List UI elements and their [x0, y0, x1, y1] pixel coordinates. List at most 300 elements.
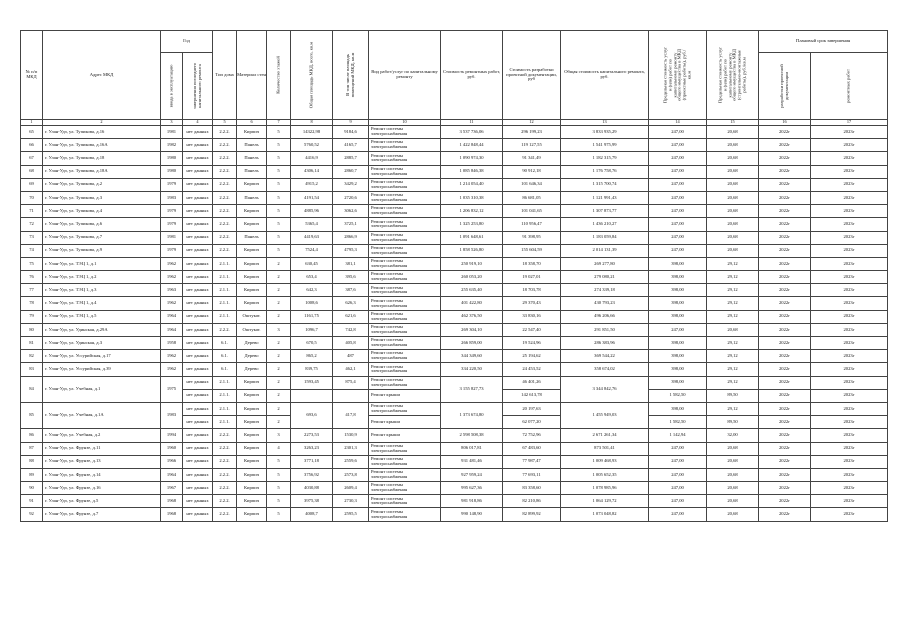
row-year-built: 1980	[161, 165, 183, 178]
row-no: 77	[21, 284, 43, 297]
header-year-group: Год	[161, 31, 213, 53]
row-floors: 2	[267, 389, 291, 402]
row-limit-cost-works: 89,50	[707, 416, 759, 429]
row-deadline-work: 2023г	[811, 205, 888, 218]
row-total-cost: 873 501,41	[561, 442, 649, 455]
row-deadline-design: 2022г	[759, 165, 811, 178]
row-no: 67	[21, 152, 43, 165]
row-limit-cost-design: 247,00	[649, 455, 707, 468]
row-resident-area: 405,8	[333, 337, 369, 350]
row-resident-area: 2573,8	[333, 468, 369, 481]
row-design-cost: 29 370,43	[503, 297, 561, 310]
row-house-type: 2.1.1.	[213, 416, 237, 429]
row-design-cost: 18 703,78	[503, 284, 561, 297]
row-total-cost: 430 793,23	[561, 297, 649, 310]
row-house-type: 2.2.2.	[213, 442, 237, 455]
row-wall-material: Панель	[237, 191, 267, 204]
row-house-type: 2.2.2.	[213, 152, 237, 165]
row-repair-cost: 927 959,24	[441, 468, 503, 481]
row-total-cost: 358 674,02	[561, 363, 649, 376]
row-year-built: 1982	[161, 139, 183, 152]
header-total-cost: Общая стоимость капитального ремонта, руб.	[561, 31, 649, 120]
row-no: 92	[21, 508, 43, 521]
row-work-type: Ремонт системы электроснабжения	[369, 178, 441, 191]
row-floors: 2	[267, 416, 291, 429]
row-year-built: 1964	[161, 468, 183, 481]
row-design-cost: 142 613,78	[503, 389, 561, 402]
row-wall-material: Дерево	[237, 337, 267, 350]
row-total-area	[291, 389, 333, 402]
row-total-area: 3263,23	[291, 442, 333, 455]
row-resident-area: 875,4	[333, 376, 369, 389]
row-work-type: Ремонт системы электроснабжения	[369, 205, 441, 218]
row-total-cost: 1 121 991,43	[561, 191, 649, 204]
row-total-area: 653,4	[291, 271, 333, 284]
row-no: 87	[21, 442, 43, 455]
row-limit-cost-design: 247,00	[649, 139, 707, 152]
row-address: г. Улан-Удэ, ул. Удинская, д.3	[43, 337, 161, 350]
row-house-type: 2.2.2.	[213, 323, 237, 336]
row-design-cost: 82 210,86	[503, 495, 561, 508]
row-resident-area: 387,6	[333, 284, 369, 297]
row-wall-material: Кирпич	[237, 402, 267, 415]
row-address: г. Улан-Удэ, ул. Учебная, д.1	[43, 376, 161, 402]
row-limit-cost-works: 20,68	[707, 482, 759, 495]
row-deadline-work: 2023г	[811, 218, 888, 231]
row-total-cost: 1 005 652,35	[561, 468, 649, 481]
row-work-type: Ремонт системы электроснабжения	[369, 350, 441, 363]
table-row	[21, 495, 888, 508]
row-repair-cost: 344 349,60	[441, 350, 503, 363]
row-no: 65	[21, 126, 43, 139]
row-house-type: 2.1.1.	[213, 389, 237, 402]
header-address: Адрес МКД	[43, 31, 161, 120]
row-wall-material: Кирпич	[237, 482, 267, 495]
row-limit-cost-design: 247,00	[649, 508, 707, 521]
table-row	[21, 218, 888, 231]
row-limit-cost-design: 247,00	[649, 323, 707, 336]
row-resident-area: 9184,6	[333, 126, 369, 139]
row-deadline-design: 2022г	[759, 257, 811, 270]
row-wall-material: Кирпич	[237, 508, 267, 521]
row-no: 85	[21, 402, 43, 428]
row-limit-cost-design: 398,00	[649, 284, 707, 297]
row-house-type: 2.2.2.	[213, 429, 237, 442]
row-address: г. Улан-Удэ, ул. Тупикова, д.4	[43, 205, 161, 218]
row-year-built: 1980	[161, 152, 183, 165]
row-floors: 3	[267, 323, 291, 336]
row-limit-cost-design: 247,00	[649, 218, 707, 231]
row-total-cost: 1 073 048,82	[561, 508, 649, 521]
row-total-area: 2273,53	[291, 429, 333, 442]
header-limit-cost-design: Предельная стоимость услуг и (или) работ по капитальному ремонту общего имущества в МКД (проектные работы), руб./кв.м	[649, 31, 707, 120]
row-deadline-design: 2022г	[759, 126, 811, 139]
column-number: 6	[237, 120, 267, 126]
row-deadline-design: 2022г	[759, 402, 811, 415]
row-work-type: Ремонт системы электроснабжения	[369, 402, 441, 415]
row-year-built: 1962	[161, 350, 183, 363]
row-limit-cost-works: 20,68	[707, 165, 759, 178]
row-house-type: 2.1.1.	[213, 310, 237, 323]
row-limit-cost-works: 20,68	[707, 468, 759, 481]
row-repair-cost: 2 598 508,38	[441, 429, 503, 442]
row-floors: 2	[267, 284, 291, 297]
row-year-built: 1994	[161, 429, 183, 442]
row-limit-cost-works: 20,68	[707, 508, 759, 521]
table-body-part-1	[21, 126, 888, 377]
row-house-type: 2.1.1.	[213, 271, 237, 284]
row-work-type: Ремонт системы электроснабжения	[369, 297, 441, 310]
row-deadline-design: 2022г	[759, 350, 811, 363]
row-year-built: 1981	[161, 231, 183, 244]
row-design-cost: 119 127,55	[503, 139, 561, 152]
row-address: г. Улан-Удэ, ул. Учебная, д.1А	[43, 402, 161, 428]
row-floors: 2	[267, 310, 291, 323]
row-total-area: 1161,75	[291, 310, 333, 323]
table-row	[21, 468, 888, 481]
row-address: г. Улан-Удэ, ул. Тупикова, д.6	[43, 218, 161, 231]
row-design-cost: 67 483,60	[503, 442, 561, 455]
row-limit-cost-design: 398,00	[649, 402, 707, 415]
row-year-built: 1958	[161, 337, 183, 350]
row-repair-cost: 260 053,20	[441, 271, 503, 284]
row-no: 68	[21, 165, 43, 178]
row-floors: 5	[267, 139, 291, 152]
row-work-type: Ремонт системы электроснабжения	[369, 337, 441, 350]
row-limit-cost-design: 1 582,50	[649, 416, 707, 429]
row-house-type: 2.2.2.	[213, 244, 237, 257]
row-year-repaired: нет данных	[183, 257, 213, 270]
row-total-cost: 496 206,66	[561, 310, 649, 323]
column-number: 14	[649, 120, 707, 126]
row-floors: 3	[267, 429, 291, 442]
row-total-cost: 274 339,18	[561, 284, 649, 297]
table-body-part-2	[21, 429, 888, 521]
header-work-type: Вид работ/услуг по капитальному ремонту	[369, 31, 441, 120]
row-work-type: Ремонт системы электроснабжения	[369, 191, 441, 204]
row-total-area: 3756,92	[291, 468, 333, 481]
column-number: 7	[267, 120, 291, 126]
row-limit-cost-design: 247,00	[649, 126, 707, 139]
row-house-type: 2.2.2.	[213, 126, 237, 139]
row-wall-material: Оштукат.	[237, 323, 267, 336]
row-year-repaired: нет данных	[183, 152, 213, 165]
table-row	[21, 376, 888, 389]
header-deadline-work: ремонтных работ	[811, 53, 888, 120]
row-limit-cost-works: 29,12	[707, 271, 759, 284]
row-repair-cost: 931 481,46	[441, 455, 503, 468]
row-limit-cost-works: 20,68	[707, 323, 759, 336]
row-no: 69	[21, 178, 43, 191]
table-row	[21, 455, 888, 468]
row-deadline-design: 2022г	[759, 337, 811, 350]
column-number: 11	[441, 120, 503, 126]
row-repair-cost: 1 422 848,44	[441, 139, 503, 152]
row-limit-cost-design: 1 142,94	[649, 429, 707, 442]
row-year-built: 1964	[161, 323, 183, 336]
row-year-built: 1962	[161, 363, 183, 376]
row-total-area: 3975,38	[291, 495, 333, 508]
column-number: 5	[213, 120, 237, 126]
row-wall-material: Кирпич	[237, 389, 267, 402]
row-floors: 5	[267, 165, 291, 178]
row-no: 88	[21, 455, 43, 468]
row-year-repaired: нет данных	[183, 416, 213, 429]
row-limit-cost-design: 247,00	[649, 244, 707, 257]
row-deadline-design: 2022г	[759, 152, 811, 165]
row-deadline-work: 2023г	[811, 429, 888, 442]
row-repair-cost: 1 091 648,61	[441, 231, 503, 244]
row-deadline-work: 2023г	[811, 482, 888, 495]
row-limit-cost-works: 20,68	[707, 218, 759, 231]
row-deadline-design: 2022г	[759, 508, 811, 521]
table-body-merged	[21, 376, 888, 429]
row-year-repaired: нет данных	[183, 323, 213, 336]
row-deadline-design: 2022г	[759, 363, 811, 376]
row-work-type: Ремонт системы электроснабжения	[369, 126, 441, 139]
row-wall-material: Кирпич	[237, 244, 267, 257]
row-deadline-design: 2022г	[759, 495, 811, 508]
row-limit-cost-works: 29,12	[707, 402, 759, 415]
row-work-type: Ремонт системы электроснабжения	[369, 495, 441, 508]
row-no: 78	[21, 297, 43, 310]
row-floors: 5	[267, 191, 291, 204]
row-work-type: Ремонт системы электроснабжения	[369, 257, 441, 270]
row-resident-area: 2885,7	[333, 152, 369, 165]
row-no: 79	[21, 310, 43, 323]
row-work-type: Ремонт крыши	[369, 416, 441, 429]
row-total-cost: 286 383,96	[561, 337, 649, 350]
row-design-cost: 25 194,62	[503, 350, 561, 363]
row-resident-area: 2860,7	[333, 165, 369, 178]
row-deadline-design: 2022г	[759, 205, 811, 218]
row-wall-material: Кирпич	[237, 376, 267, 389]
header-total-area: Общая площадь МКД, всего, кв.м	[291, 31, 333, 120]
row-resident-area	[333, 389, 369, 402]
row-floors: 5	[267, 495, 291, 508]
table-row	[21, 284, 888, 297]
row-year-repaired: нет данных	[183, 389, 213, 402]
row-address: г. Улан-Удэ, ул. Тупикова, д.9	[43, 244, 161, 257]
row-deadline-work: 2023г	[811, 337, 888, 350]
row-deadline-design: 2022г	[759, 231, 811, 244]
row-limit-cost-design: 247,00	[649, 442, 707, 455]
row-year-repaired: нет данных	[183, 455, 213, 468]
table-row	[21, 139, 888, 152]
table-row	[21, 337, 888, 350]
row-house-type: 6.1.	[213, 363, 237, 376]
table-row	[21, 244, 888, 257]
row-total-cost: 1 307 873,77	[561, 205, 649, 218]
row-deadline-design: 2022г	[759, 323, 811, 336]
row-wall-material: Дерево	[237, 363, 267, 376]
table-row	[21, 165, 888, 178]
row-house-type: 2.2.2.	[213, 205, 237, 218]
row-work-type: Ремонт системы электроснабжения	[369, 152, 441, 165]
row-no: 75	[21, 257, 43, 270]
row-work-type: Ремонт системы электроснабжения	[369, 376, 441, 389]
row-limit-cost-works: 20,68	[707, 191, 759, 204]
row-design-cost: 18 358,70	[503, 257, 561, 270]
row-deadline-design: 2022г	[759, 191, 811, 204]
row-resident-area: 2559,6	[333, 455, 369, 468]
row-design-cost: 19 524,96	[503, 337, 561, 350]
row-year-built: 1967	[161, 482, 183, 495]
row-work-type: Ремонт системы электроснабжения	[369, 468, 441, 481]
row-year-built: 1979	[161, 244, 183, 257]
row-address: г. Улан-Удэ, ул. ТЭЦ 1, д.3	[43, 284, 161, 297]
row-total-area: 4008,7	[291, 508, 333, 521]
row-deadline-work: 2023г	[811, 468, 888, 481]
row-work-type: Ремонт системы электроснабжения	[369, 271, 441, 284]
row-repair-cost: 462 376,50	[441, 310, 503, 323]
row-year-built: 1968	[161, 495, 183, 508]
row-year-repaired: нет данных	[183, 468, 213, 481]
row-total-cost: 1 541 975,99	[561, 139, 649, 152]
row-limit-cost-design: 247,00	[649, 495, 707, 508]
row-work-type: Ремонт системы электроснабжения	[369, 363, 441, 376]
header-house-type: Тип дома	[213, 31, 237, 120]
row-deadline-work: 2023г	[811, 139, 888, 152]
row-total-area: 4416,9	[291, 152, 333, 165]
row-design-cost: 83 358,60	[503, 482, 561, 495]
row-design-cost: 19 027,01	[503, 271, 561, 284]
column-number: 16	[759, 120, 811, 126]
row-year-built: 1983	[161, 402, 183, 428]
row-total-cost: 1 182 315,79	[561, 152, 649, 165]
row-floors: 5	[267, 205, 291, 218]
row-house-type: 2.2.2.	[213, 455, 237, 468]
row-year-built: 1960	[161, 442, 183, 455]
row-year-repaired: нет данных	[183, 442, 213, 455]
row-wall-material: Кирпич	[237, 126, 267, 139]
row-house-type: 2.2.2.	[213, 178, 237, 191]
row-limit-cost-design: 247,00	[649, 205, 707, 218]
row-year-built: 1968	[161, 508, 183, 521]
row-floors: 4	[267, 442, 291, 455]
row-work-type: Ремонт крыши	[369, 429, 441, 442]
row-limit-cost-works: 29,12	[707, 363, 759, 376]
row-wall-material: Кирпич	[237, 205, 267, 218]
row-wall-material: Кирпич	[237, 178, 267, 191]
row-resident-area: 2609,4	[333, 482, 369, 495]
row-deadline-work: 2023г	[811, 402, 888, 415]
row-wall-material: Кирпич	[237, 284, 267, 297]
row-total-cost: 1 183 059,84	[561, 231, 649, 244]
table-row	[21, 402, 888, 415]
column-number: 1	[21, 120, 43, 126]
row-total-cost: 279 080,21	[561, 271, 649, 284]
row-work-type: Ремонт крыши	[369, 389, 441, 402]
row-work-type: Ремонт системы электроснабжения	[369, 165, 441, 178]
row-total-cost: 369 544,22	[561, 350, 649, 363]
row-resident-area: 3429,2	[333, 178, 369, 191]
row-address: г. Улан-Удэ, ул. Фрунзе, д.5	[43, 495, 161, 508]
row-design-cost: 46 401,26	[503, 376, 561, 389]
row-resident-area: 1530,9	[333, 429, 369, 442]
row-repair-cost: 250 919,10	[441, 257, 503, 270]
row-repair-cost: 1 214 054,40	[441, 178, 503, 191]
row-repair-cost: 1 085 846,38	[441, 165, 503, 178]
row-year-repaired: нет данных	[183, 337, 213, 350]
row-work-type: Ремонт системы электроснабжения	[369, 139, 441, 152]
row-address: г. Улан-Удэ, ул. Удинская, д.29А	[43, 323, 161, 336]
row-year-repaired: нет данных	[183, 284, 213, 297]
row-year-repaired: нет данных	[183, 429, 213, 442]
row-limit-cost-works: 20,68	[707, 244, 759, 257]
header-year-built: ввода в эксплуатацию	[161, 53, 183, 120]
row-work-type: Ремонт системы электроснабжения	[369, 310, 441, 323]
row-limit-cost-design: 247,00	[649, 152, 707, 165]
row-limit-cost-design: 247,00	[649, 231, 707, 244]
row-address: г. Улан-Удэ, ул. ТЭЦ 1, д.5	[43, 310, 161, 323]
header-deadline-group: Плановый срок завершения	[759, 31, 888, 53]
row-repair-cost: 990 148,90	[441, 508, 503, 521]
row-total-area: 5760,52	[291, 139, 333, 152]
row-deadline-work: 2023г	[811, 297, 888, 310]
row-total-cost: 291 851,50	[561, 323, 649, 336]
row-total-cost: 1 009 468,93	[561, 455, 649, 468]
column-number: 4	[183, 120, 213, 126]
row-address: г. Улан-Удэ, ул. Фрунзе, д.7	[43, 508, 161, 521]
table-row	[21, 191, 888, 204]
row-repair-cost: 1 090 974,30	[441, 152, 503, 165]
row-floors: 2	[267, 363, 291, 376]
row-year-repaired: нет данных	[183, 178, 213, 191]
row-address: г. Улан-Удэ, ул. Фрунзе, д.14	[43, 468, 161, 481]
row-floors: 5	[267, 126, 291, 139]
row-wall-material: Кирпич	[237, 271, 267, 284]
row-house-type: 2.1.1.	[213, 297, 237, 310]
row-limit-cost-works: 20,68	[707, 178, 759, 191]
column-number: 8	[291, 120, 333, 126]
row-wall-material: Кирпич	[237, 429, 267, 442]
row-deadline-work: 2023г	[811, 126, 888, 139]
row-total-cost: 1 064 129,72	[561, 495, 649, 508]
row-floors: 2	[267, 376, 291, 389]
row-design-cost: 22 547,40	[503, 323, 561, 336]
row-house-type: 2.2.2.	[213, 165, 237, 178]
row-resident-area: 626,3	[333, 297, 369, 310]
row-design-cost: 77 693,11	[503, 468, 561, 481]
row-design-cost: 77 987,47	[503, 455, 561, 468]
row-limit-cost-works: 29,12	[707, 310, 759, 323]
row-resident-area: 2301,3	[333, 442, 369, 455]
row-no: 82	[21, 350, 43, 363]
row-deadline-work: 2023г	[811, 310, 888, 323]
row-house-type: 6.1.	[213, 350, 237, 363]
column-number: 10	[369, 120, 441, 126]
row-year-repaired: нет данных	[183, 297, 213, 310]
row-address: г. Улан-Удэ, ул. Фрунзе, д.11	[43, 442, 161, 455]
row-total-area: 630,45	[291, 257, 333, 270]
header-year-last-repair: завершения последнего капитального ремонта	[183, 53, 213, 120]
row-repair-cost: 806 017,81	[441, 442, 503, 455]
row-wall-material: Дерево	[237, 350, 267, 363]
row-design-cost: 101 646,34	[503, 178, 561, 191]
row-limit-cost-works: 29,12	[707, 284, 759, 297]
row-wall-material: Панель	[237, 139, 267, 152]
row-resident-area: 2866,9	[333, 231, 369, 244]
row-total-cost: 269 277,80	[561, 257, 649, 270]
row-year-repaired: нет данных	[183, 271, 213, 284]
row-repair-cost: 3 537 736,06	[441, 126, 503, 139]
row-house-type: 2.1.1.	[213, 257, 237, 270]
table-row	[21, 350, 888, 363]
header-resident-area: В том числе площадь помещений МКД, кв.м	[333, 31, 369, 120]
row-floors: 5	[267, 218, 291, 231]
row-resident-area: 381,1	[333, 257, 369, 270]
